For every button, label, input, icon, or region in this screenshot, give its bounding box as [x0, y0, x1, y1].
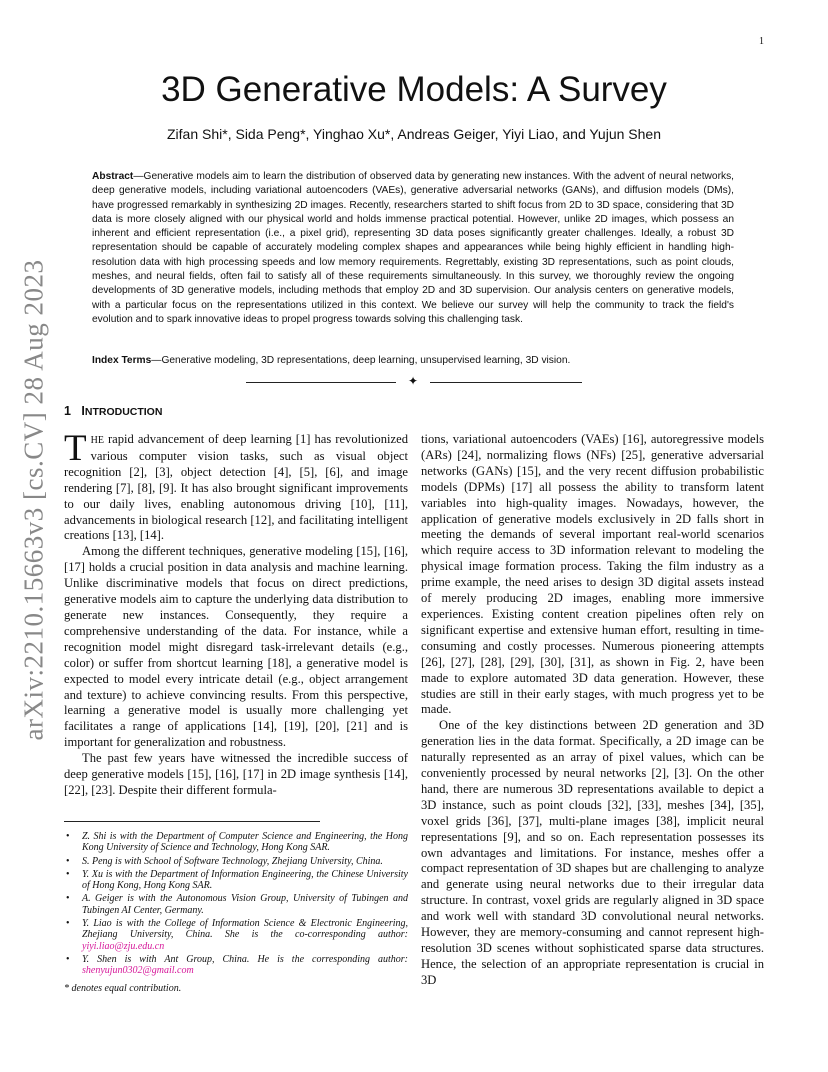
intro-paragraph-1: THE rapid advancement of deep learning [1] has revolutionized various computer vision tasks, such as visual object recognition [2], [3], object detection [4], [5], [6], and image rendering [7], [8], [9]. It has also brought significant improvements to our daily lives, enabling autonomous driving [10], [11], advancements in biological research [12], and facilitating intelligent creations [13], [14].	[64, 428, 408, 543]
equal-contribution-note: * denotes equal contribution.	[64, 982, 182, 994]
section-number: 1	[64, 404, 71, 418]
drop-cap: T	[64, 428, 87, 469]
section-heading	[64, 404, 162, 418]
footnote-rule	[64, 821, 320, 822]
footnote-item: • Y. Shen is with Ant Group, China. He is the corresponding author: shenyujun0302@gmail.com	[64, 954, 408, 977]
abstract-text: —Generative models aim to learn the distribution of observed data by generating new instances. With the advent of neural networks, deep generative models, including variational autoencoders (VAEs), generative adversarial networks (GANs), and diffusion models (DMs), have progressed remarkably in synthesizing 2D images. Recently, researchers started to shift focus from 2D to 3D space, considering that 3D data is more closely aligned with our physical world and holds immense practical potential. However, unlike 2D images, which possess an inherent and efficient representation (i.e., a pixel grid), representing 3D data poses significantly greater challenges. Ideally, a robust 3D representation should be capable of accurately modeling complex shapes and appearances while being highly efficient in handling high-resolution data with high processing speeds and low memory requirements. Regrettably, existing 3D representations, such as point clouds, meshes, and neural fields, often fail to satisfy all of these requirements simultaneously. In this survey, we thoroughly review the ongoing developments of 3D generative models, including methods that employ 2D and 3D supervision. Our analysis centers on generative models, with a particular focus on the representations utilized in this context. We believe our survey will help the community to track the field's evolution and to spark innovative ideas to propel progress towards solving this challenging task.	[92, 171, 734, 325]
right-column	[421, 432, 764, 989]
left-column	[64, 428, 408, 799]
footnote-item: • Z. Shi is with the Department of Computer Science and Engineering, the Hong Kong University of Science and Technology, Hong Kong SAR.	[64, 831, 408, 854]
arxiv-stamp-text: arXiv:2210.15663v3 [cs.CV] 28 Aug 2023	[18, 259, 49, 741]
index-terms	[92, 355, 734, 366]
separator-right	[430, 382, 582, 383]
footnote-item: • Y. Liao is with the College of Information Science & Electronic Engineering, Zhejiang University, China. She is the co-corresponding author: yiyi.liao@zju.edu.cn	[64, 918, 408, 952]
paper-title: 3D Generative Models: A Survey	[161, 70, 667, 109]
abstract-label: Abstract	[92, 171, 134, 182]
abstract	[92, 170, 734, 327]
separator-left	[246, 382, 396, 383]
email-link[interactable]: shenyujun0302@gmail.com	[82, 965, 194, 977]
intro-paragraph-3: The past few years have witnessed the incredible success of deep generative models [15], [16], [17] in 2D image synthesis [14], [22], [23]. Despite their different formula-	[64, 751, 408, 797]
intro-paragraph-4: tions, variational autoencoders (VAEs) [16], autoregressive models (ARs) [24], normalizing flows (NFs) [25], generative adversarial networks (GANs) [15], and the very recent diffusion probabilistic models (DPMs) [17] all possess the ability to transform latent variables into high-quality images. Nowadays, however, the application of generative models exclusively in 2D falls short in meeting the demands of several important real-world scenarios which require access to 3D information relevant to modeling the physical image formation process. Taking the film industry as a prime example, the need arises to design 3D digital assets instead of merely producing 2D images, enabling more immersive experiences. Existing content creation pipelines often rely on significant expertise and extensive human effort, resulting in time-consuming and costly processes. Numerous pioneering attempts [26], [27], [28], [29], [30], [31], as shown in Fig. 2, have been made to explore automated 3D data generation. However, these studies are still in their early stages, with much progress yet to be made.	[421, 432, 764, 717]
separator-diamond: ✦	[408, 374, 419, 388]
email-link[interactable]: yiyi.liao@zju.edu.cn	[82, 940, 165, 952]
section-title: INTRODUCTION	[81, 404, 163, 418]
affiliation-footnotes	[64, 831, 408, 994]
arxiv-stamp	[8, 259, 60, 741]
author-list: Zifan Shi*, Sida Peng*, Yinghao Xu*, Andreas Geiger, Yiyi Liao, and Yujun Shen	[167, 126, 661, 142]
footnote-item: • S. Peng is with School of Software Technology, Zhejiang University, China.	[64, 856, 408, 867]
footnote-item: • Y. Xu is with the Department of Information Engineering, the Chinese University of Hong Kong, Hong Kong SAR.	[64, 869, 408, 892]
index-terms-label: Index Terms	[92, 355, 152, 366]
footnote-item: • A. Geiger is with the Autonomous Vision Group, University of Tubingen and Tubingen AI Center, Germany.	[64, 893, 408, 916]
intro-paragraph-2: Among the different techniques, generative modeling [15], [16], [17] holds a crucial position in data analysis and machine learning. Unlike discriminative models that focus on direct predictions, generative models aim to capture the underlying data distribution to generate new instances. Consequently, they require a comprehensive understanding of the data. For instance, while a recognition model might disregard task-irrelevant details (e.g., color) or suffer from shortcut learning [18], a generative model is expected to model every intricate detail (e.g., object arrangement and texture) to achieve convincing results. From this perspective, learning a generative model is usually more challenging yet facilitates a range of applications [14], [19], [20], [21] and is important for generalization and robustness.	[64, 544, 408, 750]
index-terms-text: —Generative modeling, 3D representations, deep learning, unsupervised learning, 3D vision.	[151, 355, 571, 366]
page-number: 1	[759, 36, 764, 47]
intro-paragraph-5: One of the key distinctions between 2D generation and 3D generation lies in the data format. Specifically, a 2D image can be naturally represented as an array of pixel values, which can be conveniently processed by neural networks [2], [3]. On the other hand, there are numerous 3D representations available to depict a 3D instance, such as point clouds [32], [33], meshes [34], [35], voxel grids [36], [37], multi-plane images [38], implicit neural representations [9], and so on. Each representation possesses its own advantages and limitations. For instance, meshes offer a compact representation of 3D shapes but are challenging to analyze and generate using neural networks due to their irregular data structure. In contrast, voxel grids are regularly aligned in 3D space and work well with standard 3D convolutional neural networks. However, they are memory-consuming and cannot represent high-resolution 3D scenes without sophisticated sparse data structures. Hence, the selection of an appropriate representation is crucial in 3D	[421, 718, 764, 987]
